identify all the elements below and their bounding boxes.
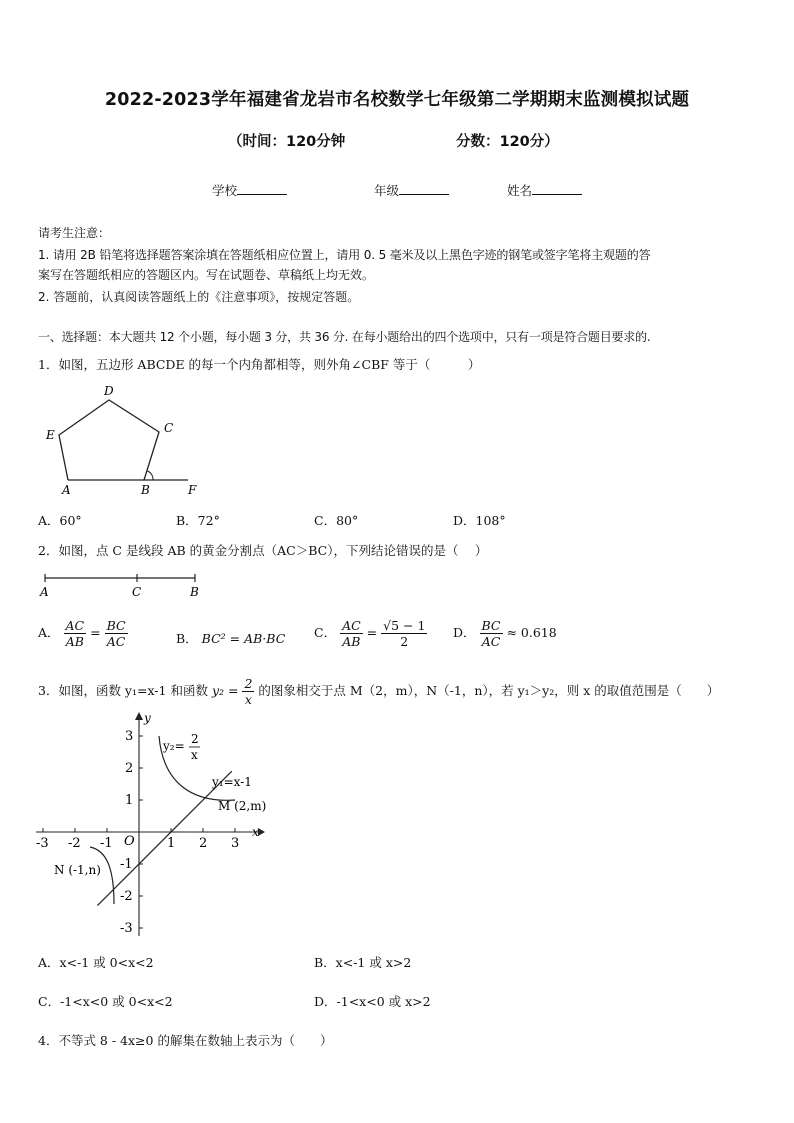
q2-option-a[interactable] <box>38 618 128 649</box>
q1-option-b[interactable]: B．72° <box>176 513 220 528</box>
denominator: x <box>242 691 254 707</box>
numerator: 2 <box>244 676 253 691</box>
numerator: √5 − 1 <box>383 618 426 633</box>
y-axis-label: y <box>144 711 151 725</box>
y2-label: y₂= <box>163 739 185 753</box>
angle-cbf-arc <box>148 471 154 480</box>
tick-label: 1 <box>167 836 176 851</box>
equals-sign: = <box>90 625 101 640</box>
x-axis-arrow <box>258 828 265 836</box>
tick-label: -1 <box>100 836 113 851</box>
fraction-sqrt5 <box>381 618 427 649</box>
tick-label: 1 <box>125 793 134 808</box>
fraction-bc-ac <box>480 618 503 649</box>
label-e: E <box>46 428 55 442</box>
option-letter: A． <box>38 625 60 640</box>
option-letter: D． <box>453 625 476 640</box>
point-m-label: M (2,m) <box>218 799 267 813</box>
stem-fraction <box>242 676 254 707</box>
grade-field[interactable] <box>374 181 449 199</box>
fraction-bc-ac <box>105 618 128 649</box>
approx-value: ≈ 0.618 <box>506 625 557 640</box>
label-c: C <box>164 421 174 435</box>
q3-option-c[interactable]: C．-1<x<0 或 0<x<2 <box>38 994 173 1009</box>
denominator: AC <box>105 633 128 649</box>
function-graph <box>32 708 272 940</box>
y2-denominator: x <box>191 748 198 762</box>
option-letter: B． <box>176 631 198 646</box>
denominator: AB <box>340 633 363 649</box>
numerator: BC <box>106 618 126 633</box>
notice-item-2: 2. 答题前，认真阅读答题纸上的《注意事项》，按规定答题。 <box>38 290 360 304</box>
q3-option-d[interactable]: D．-1<x<0 或 x>2 <box>314 994 431 1009</box>
q2-option-d[interactable] <box>453 618 557 649</box>
tick-label: -2 <box>68 836 81 851</box>
section-1-heading: 一、选择题：本大题共 12 个小题，每小题 3 分，共 36 分. 在每小题给出的四个选项中，只有一项是符合题目要求的. <box>38 330 651 344</box>
numerator: AC <box>65 618 85 633</box>
tick-label: 3 <box>125 729 134 744</box>
denominator: 2 <box>381 633 427 649</box>
label-f: F <box>188 483 197 497</box>
y-axis-arrow <box>135 712 143 720</box>
tick-label: -3 <box>120 921 133 936</box>
segment-figure <box>38 568 208 600</box>
exam-title: 2022-2023学年福建省龙岩市名校数学七年级第二学期期末监测模拟试题 <box>104 90 690 110</box>
fraction-ac-ab <box>340 618 363 649</box>
option-letter: C． <box>314 625 337 640</box>
q1-option-d[interactable]: D．108° <box>453 513 506 528</box>
question-1-stem: 1．如图，五边形 ABCDE 的每一个内角都相等，则外角∠CBF 等于（ ） <box>38 357 481 372</box>
numerator: BC <box>481 618 501 633</box>
tick-label: 2 <box>199 836 208 851</box>
notice-item-1-line-2: 案写在答题纸相应的答题区内。写在试题卷、草稿纸上均无效。 <box>38 268 375 282</box>
name-blank[interactable] <box>532 182 582 195</box>
question-3-stem <box>38 676 719 707</box>
name-field[interactable] <box>507 181 582 199</box>
x-axis-label: x <box>252 825 259 839</box>
label-c: C <box>132 585 142 599</box>
equals-sign: = <box>366 625 378 640</box>
q3-option-b[interactable]: B．x<-1 或 x>2 <box>314 955 412 970</box>
pentagon-figure <box>38 382 218 497</box>
origin-label: O <box>124 834 135 849</box>
stem-part-2: 的图象相交于点 M（2，m），N（-1，n），若 y₁＞y₂，则 x 的取值范围是（ ） <box>258 683 720 698</box>
q1-option-a[interactable]: A．60° <box>38 513 82 528</box>
y2-numerator: 2 <box>191 732 199 746</box>
stem-y2: y₂ = <box>211 683 239 698</box>
school-blank[interactable] <box>237 182 287 195</box>
label-b: B <box>190 585 199 599</box>
label-a: A <box>62 483 71 497</box>
notice-heading: 请考生注意： <box>38 226 111 240</box>
tick-label: -1 <box>120 857 133 872</box>
stem-part-1: 3．如图，函数 y₁=x-1 和函数 <box>38 683 208 698</box>
exam-score: 分数：120分） <box>456 134 559 150</box>
option-expression: BC² = AB·BC <box>201 631 286 646</box>
line-y1 <box>97 771 231 905</box>
question-4-stem: 4．不等式 8 - 4x≥0 的解集在数轴上表示为（ ） <box>38 1033 333 1048</box>
label-a: A <box>40 585 49 599</box>
y1-label: y₁=x-1 <box>212 775 252 789</box>
grade-blank[interactable] <box>399 182 449 195</box>
numerator: AC <box>342 618 361 633</box>
denominator: AC <box>480 633 503 649</box>
fraction-ac-ab <box>64 618 87 649</box>
pentagon-lines <box>59 400 188 480</box>
q2-option-c[interactable] <box>314 618 427 649</box>
school-label: 学校 <box>212 183 238 198</box>
notice-item-1-line-1: 1. 请用 2B 铅笔将选择题答案涂填在答题纸相应位置上，请用 0. 5 毫米及以上黑色字迹的钢笔或签字笔将主观题的答 <box>38 248 651 262</box>
q2-option-b[interactable] <box>176 629 285 647</box>
tick-label: 3 <box>231 836 240 851</box>
exam-time: （时间：120分钟 <box>228 134 346 150</box>
tick-label: -2 <box>120 889 133 904</box>
q3-option-a[interactable]: A．x<-1 或 0<x<2 <box>38 955 154 970</box>
tick-label: -3 <box>36 836 49 851</box>
name-label: 姓名 <box>507 183 533 198</box>
label-b: B <box>141 483 150 497</box>
label-d: D <box>104 384 114 398</box>
grade-label: 年级 <box>374 183 400 198</box>
denominator: AB <box>64 633 87 649</box>
point-n-label: N (-1,n) <box>54 863 101 877</box>
school-field[interactable] <box>212 181 287 199</box>
q1-option-c[interactable]: C．80° <box>314 513 359 528</box>
question-2-stem: 2．如图，点 C 是线段 AB 的黄金分割点（AC＞BC），下列结论错误的是（ ） <box>38 543 488 558</box>
tick-label: 2 <box>125 761 134 776</box>
